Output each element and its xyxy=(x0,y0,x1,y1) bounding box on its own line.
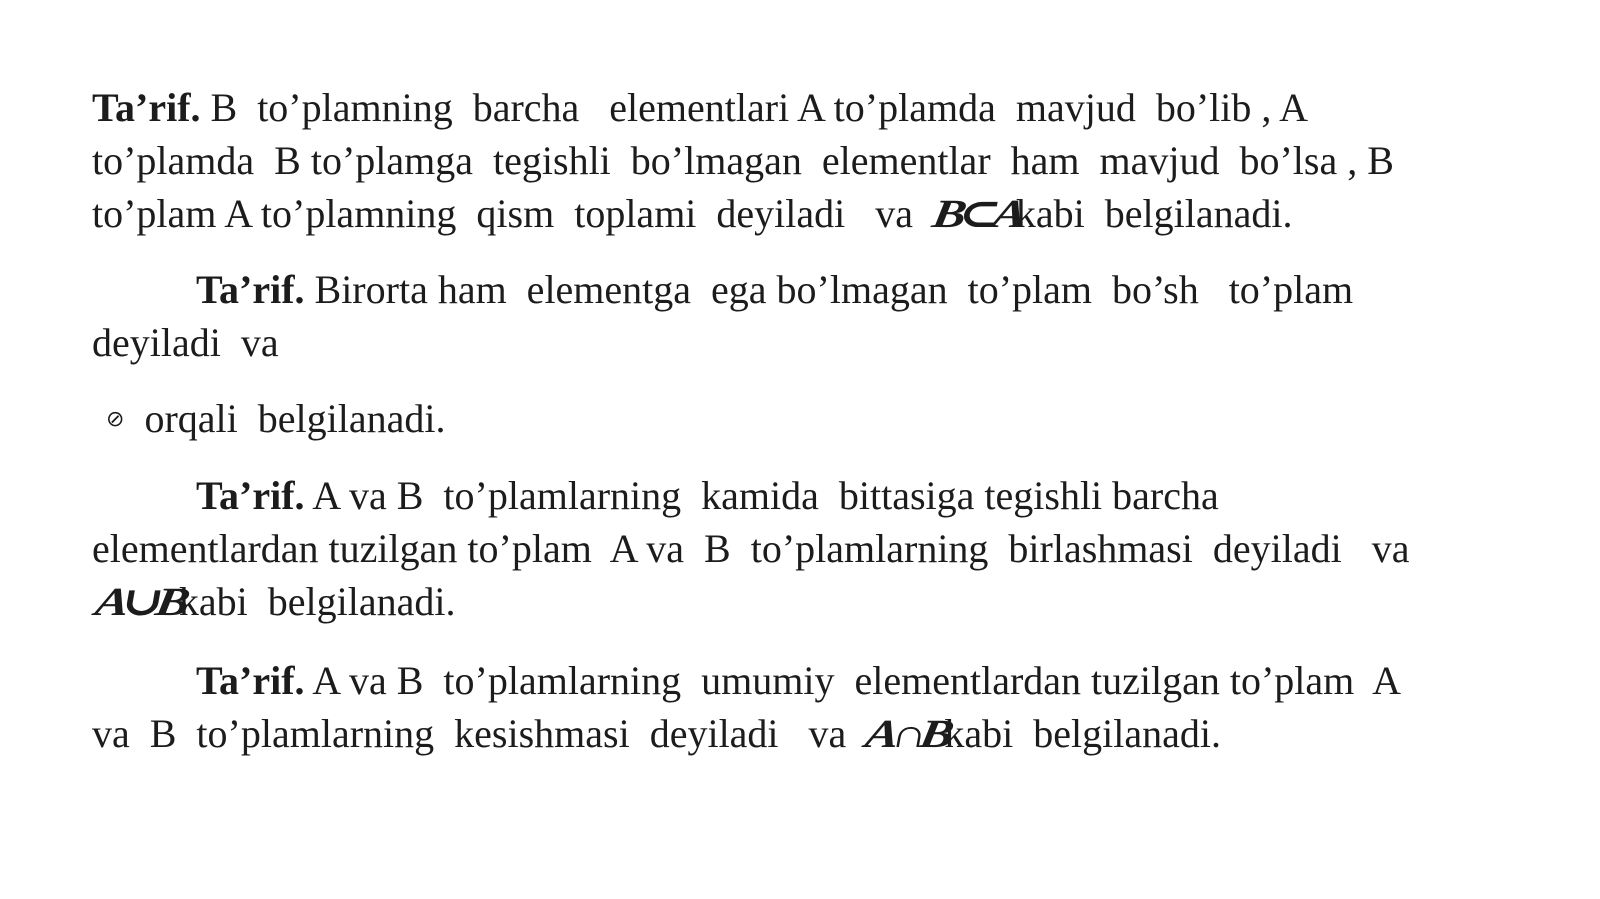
definition-label: Ta’rif. xyxy=(196,473,305,518)
definition-intersection-line-2 xyxy=(92,711,1221,756)
intersection-symbol: A∩B xyxy=(862,711,951,756)
definition-label: Ta’rif. xyxy=(196,267,305,312)
definition-text: A va B to’plamlarning kamida bittasiga tegishli barcha xyxy=(304,473,1219,518)
union-symbol: A∪B xyxy=(92,579,187,624)
definition-text: kabi belgilanadi. xyxy=(944,711,1221,756)
definition-intersection-line-1 xyxy=(196,658,1401,703)
definition-subset-line-1 xyxy=(92,85,1309,130)
empty-set-symbol: ⊘ xyxy=(106,406,125,432)
definition-subset-line-3 xyxy=(92,191,1293,236)
definition-subset-line-2: to’plamda B to’plamga tegishli bo’lmagan elementlar ham mavjud bo’lsa , B xyxy=(92,138,1394,183)
definition-label: Ta’rif. xyxy=(196,658,305,703)
definition-text: B to’plamning barcha elementlari A to’plamda mavjud bo’lib , A xyxy=(200,85,1309,130)
definition-text: kabi belgilanadi. xyxy=(1015,191,1293,236)
definition-text: to’plam A to’plamning qism toplami deyiladi va xyxy=(92,191,934,236)
definition-union-line-2: elementlardan tuzilgan to’plam A va B to’plamlarning birlashmasi deyiladi va xyxy=(92,526,1410,571)
definition-empty-set-line-2: deyiladi va xyxy=(92,320,279,365)
definition-text: va B to’plamlarning kesishmasi deyiladi va xyxy=(92,711,867,756)
definition-union-line-3 xyxy=(92,579,456,624)
definition-text: orqali belgilanadi. xyxy=(144,396,446,441)
definition-text: A va B to’plamlarning umumiy elementlardan tuzilgan to’plam A xyxy=(304,658,1401,703)
definition-empty-set-line-3 xyxy=(106,396,446,441)
definition-text: kabi belgilanadi. xyxy=(178,579,456,624)
definition-empty-set-line-1 xyxy=(196,267,1354,312)
definition-label: Ta’rif. xyxy=(92,85,201,130)
definition-text: Birorta ham elementga ega bo’lmagan to’plam bo’sh to’plam xyxy=(304,267,1354,312)
definition-union-line-1 xyxy=(196,473,1219,518)
subset-symbol: B⊂A xyxy=(929,191,1024,236)
